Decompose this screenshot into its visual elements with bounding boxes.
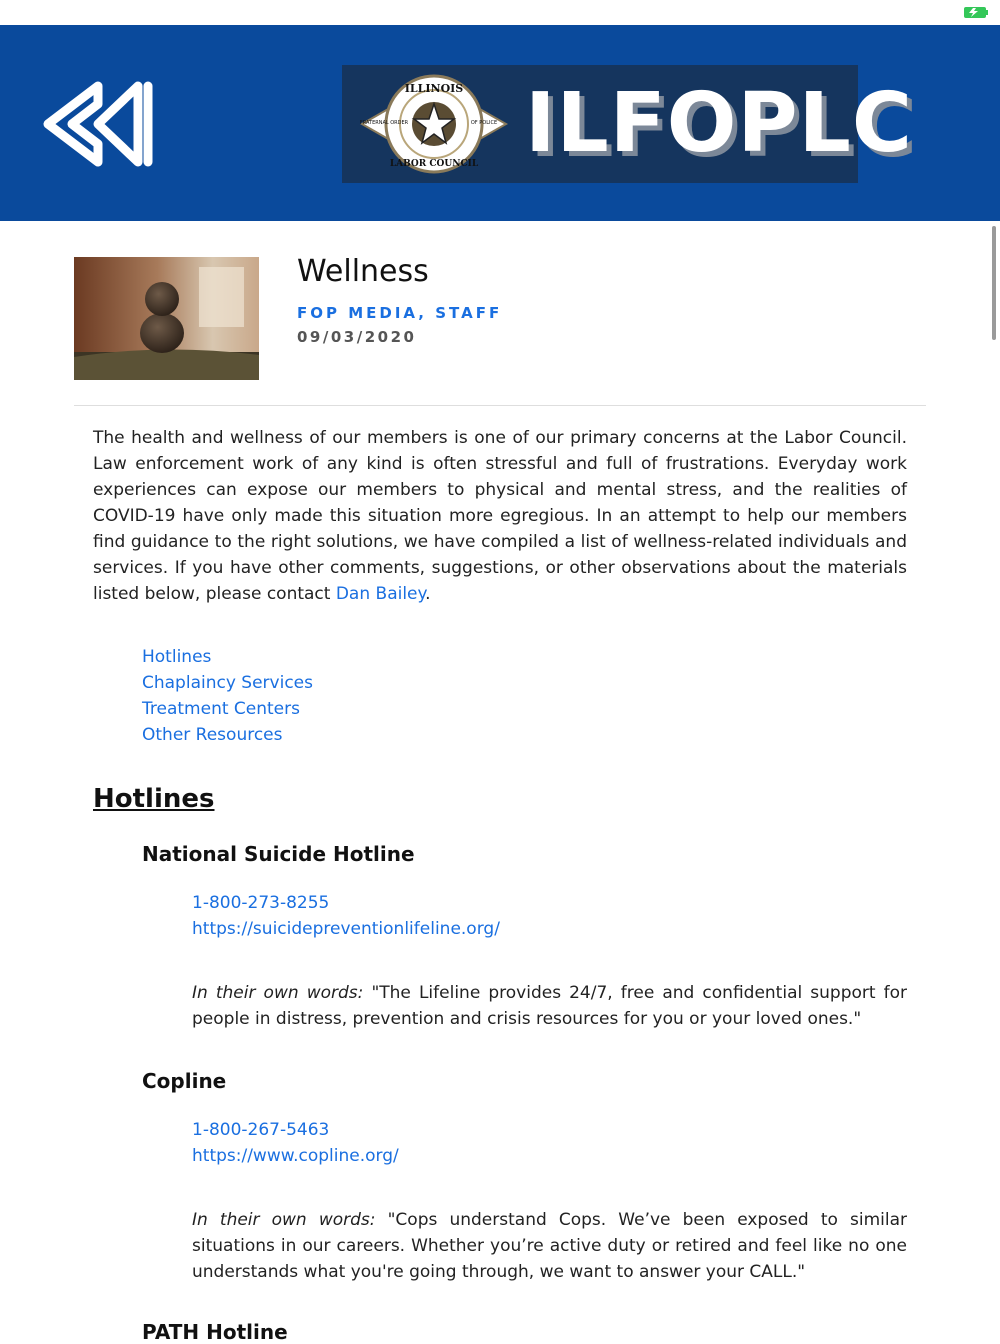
quote-text: "Cops understand Cops. We’ve been exposed to similar situations in our careers. Whether you’re active duty or retired and feel like no one understands what you're going through, we want to answer your CALL." xyxy=(192,1210,908,1282)
ilfoplc-logo xyxy=(342,65,914,183)
article-thumbnail xyxy=(74,257,259,380)
article-date: 09/03/2020 xyxy=(297,328,417,346)
toc-link-chaplaincy[interactable]: Chaplaincy Services xyxy=(142,673,313,693)
scrollbar[interactable] xyxy=(992,226,996,340)
seal-left-text: FRATERNAL ORDER xyxy=(359,120,409,126)
entry-quote xyxy=(192,980,907,1032)
website-link[interactable]: https://suicidepreventionlifeline.org/ xyxy=(192,919,500,939)
logo-wordmark: ILFOPLC xyxy=(525,76,914,171)
contact-link[interactable]: Dan Bailey xyxy=(335,584,426,604)
entry-name: Copline xyxy=(142,1069,227,1093)
entry-name: PATH Hotline xyxy=(142,1320,288,1344)
intro-end: . xyxy=(425,584,431,604)
toc-link-hotlines[interactable]: Hotlines xyxy=(142,647,212,667)
quote-prefix: In their own words: xyxy=(192,983,364,1003)
quote-prefix: In their own words: xyxy=(192,1210,376,1230)
entry-name: National Suicide Hotline xyxy=(142,842,415,866)
divider xyxy=(74,405,926,406)
quote-text: "The Lifeline provides 24/7, free and confidential support for people in distress, prevention and crisis resources for you or your loved ones." xyxy=(192,983,907,1029)
section-heading-hotlines: Hotlines xyxy=(93,784,215,814)
intro-text: The health and wellness of our members is one of our primary concerns at the Labor Council. Law enforcement work of any kind is often stressful and full of frustrations. Everyday work experiences can expose our members to physical and mental stress, and the realities of COVID-19 have only made this situation more egregious. In an attempt to help our members find guidance to the right solutions, we have compiled a list of wellness-related individuals and services. If you have other comments, suggestions, or other observations about the materials listed below, please contact xyxy=(93,428,907,604)
table-of-contents xyxy=(142,644,313,748)
seal-right-text: OF POLICE xyxy=(470,120,498,126)
status-bar xyxy=(0,0,1000,25)
entry-quote xyxy=(192,1207,907,1285)
phone-link[interactable]: 1-800-273-8255 xyxy=(192,893,330,913)
stacked-stones-photo xyxy=(74,257,259,380)
rewind-back-icon[interactable] xyxy=(38,78,160,170)
seal-bottom-text: LABOR COUNCIL xyxy=(389,159,479,169)
article-title: Wellness xyxy=(297,254,429,289)
battery-charging-icon xyxy=(964,7,988,18)
fop-seal-icon xyxy=(356,72,512,176)
toc-link-other[interactable]: Other Resources xyxy=(142,725,283,745)
phone-link[interactable]: 1-800-267-5463 xyxy=(192,1120,330,1140)
article-authors[interactable]: FOP MEDIA, STAFF xyxy=(297,304,503,322)
article-intro xyxy=(93,425,907,607)
seal-top-text: ILLINOIS xyxy=(404,82,464,95)
toc-link-treatment[interactable]: Treatment Centers xyxy=(142,699,300,719)
website-link[interactable]: https://www.copline.org/ xyxy=(192,1146,399,1166)
